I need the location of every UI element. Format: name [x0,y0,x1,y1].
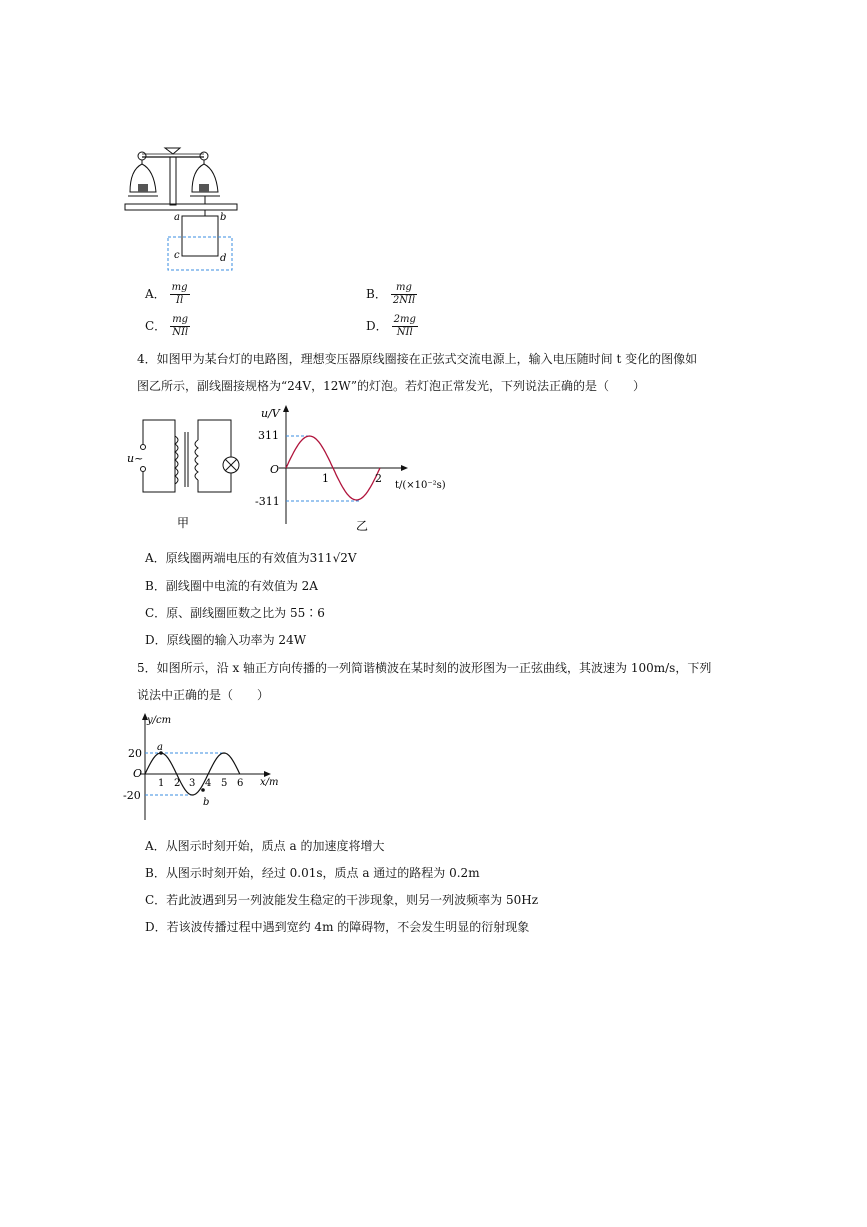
q3-option-d[interactable]: D． $\frac{2mg}{\text{NIl}}$ [366,314,416,338]
q5-choice-c[interactable]: C．若此波遇到另一列波能发生稳定的干涉现象，则另一列波频率为 50Hz [145,893,539,907]
origin-label: O [270,463,280,476]
label-d: d [220,253,227,264]
circuit-figure-jia [125,412,245,532]
q5-stem-line2: 说法中正确的是（ ） [137,688,270,702]
tick-3: 3 [189,778,196,789]
tick-1: 1 [158,778,165,789]
axis-x-label: t/(×10⁻²s) [395,480,446,491]
point-a-label: a [157,742,163,753]
q5-choice-b[interactable]: B．从图示时刻开始，经过 0.01s，质点 a 通过的路程为 0.2m [145,866,480,880]
q4-stem-line2: 图乙所示，副线圈接规格为“24V，12W”的灯泡。若灯泡正常发光，下列说法正确的是（ ） [137,379,646,393]
q4-choice-c[interactable]: C．原、副线圈匝数之比为 55∶6 [145,606,325,620]
y-neg-label: -20 [123,789,141,802]
q5-stem-line1: 5．如图所示，沿 x 轴正方向传播的一列简谐横波在某时刻的波形图为一正弦曲线，其波速为 100m/s，下列 [137,661,712,675]
tick-6: 6 [237,778,244,789]
label-c: c [174,250,180,261]
tick-5: 5 [221,778,228,789]
axis-x-label: x/m [260,777,279,788]
q3-option-b-fraction: $\frac{mg}{\text{2NIl}}$ [392,282,416,306]
q4-choice-d[interactable]: D．原线圈的输入功率为 24W [145,633,307,647]
q5-choice-d[interactable]: D．若该波传播过程中遇到宽约 4m 的障碍物，不会发生明显的衍射现象 [145,920,530,934]
q3-option-d-fraction: $\frac{2mg}{\text{NIl}}$ [393,314,416,338]
q3-option-c-fraction: $\frac{mg}{\text{NIl}}$ [172,314,189,338]
label-a: a [174,212,180,223]
tick-1-label: 1 [322,472,329,485]
label-b: b [220,212,227,223]
source-label: u~ [127,452,144,465]
y-pos-label: 311 [258,429,279,442]
q3-option-c[interactable]: C． $\frac{mg}{\text{NIl}}$ [145,314,189,338]
q5-choice-a[interactable]: A．从图示时刻开始，质点 a 的加速度将增大 [145,839,385,853]
q3-option-b[interactable]: B． $\frac{mg}{\text{2NIl}}$ [366,282,416,306]
tick-2: 2 [174,778,181,789]
voltage-graph-yi [255,402,455,532]
axis-y-label: y/cm [147,715,172,726]
fig-yi-label: 乙 [356,519,369,532]
q3-option-a[interactable]: A． $\frac{mg}{Il}$ [145,282,188,306]
tick-2-label: 2 [375,472,382,485]
q3-option-a-fraction: $\frac{mg}{Il}$ [171,282,188,306]
tick-4: 4 [205,778,212,789]
q4-stem-line1: 4．如图甲为某台灯的电路图，理想变压器原线圈接在正弦式交流电源上，输入电压随时间 t 变化的图像如 [137,352,698,366]
y-neg-label: -311 [255,495,280,508]
wave-graph [120,710,290,825]
y-pos-label: 20 [128,747,142,760]
balance-figure [120,140,240,275]
q4-choice-b[interactable]: B．副线圈中电流的有效值为 2A [145,579,318,593]
q4-choice-a[interactable]: A．原线圈两端电压的有效值为311√2V [145,551,357,565]
axis-y-label: u/V [261,407,280,420]
origin-label: O [133,767,143,780]
point-b-label: b [203,797,210,808]
fig-jia-label: 甲 [177,516,190,530]
